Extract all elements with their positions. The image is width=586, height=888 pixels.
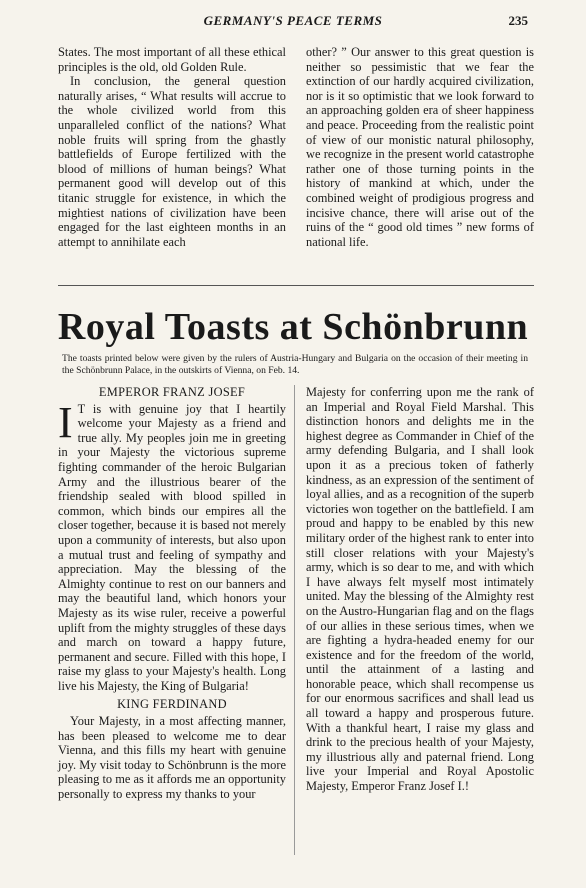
drop-cap: I [58, 397, 73, 447]
emperor-heading: EMPEROR FRANZ JOSEF [98, 385, 246, 399]
king-toast-continued: Majesty for conferring upon me the rank of an Imperial and Royal Field Marshal. This distinction honors and delights me in the highest degree as Commander in Chief of the army defending Bulgaria, and I shall look upon it as a precious token of fatherly kindness, as an expression of the sentiment of loyal allies, and as a recognition of the superb victories won together on the battlefield. I am proud and happy to be enabled by this new military order of the highest rank to enter into still closer relations with your Majesty's army, which is so dear to me, and with which I have always felt myself most intimately united. May the blessing of the Almighty rest on the Austro-Hungarian flag and on the flags of our allies in these serious times, when we are fighting a hydra-headed enemy for our existence and for the freedom of the world, until the attainment of a lasting and honorable peace, which shall recompense us for our enormous sacrifices and shall lead us all toward a happy and prosperous future. With a thankful heart, I raise my glass and drink to the precious health of your Majesty, my illustrious ally and paternal friend. Long live your Imperial and Royal Apostolic Majesty, Emperor Franz Josef I.! [306, 385, 534, 794]
column-divider [294, 385, 295, 855]
king-toast-start: Your Majesty, in a most affecting manner, has been pleased to welcome me to dear Vienna, and this fills my heart with genuine joy. My visit today to Schönbrunn is the more pleasing to me as it affords me an opportunity personally to express my thanks to your [58, 714, 286, 802]
article-subtitle: The toasts printed below were given by the rulers of Austria-Hungary and Bulgaria on the occasion of their meeting in the Schönbrunn Palace, in the outskirts of Vienna, on Feb. 14. [62, 353, 528, 376]
top-left-column [58, 45, 286, 249]
bottom-right-column [306, 385, 534, 802]
section-divider [58, 285, 534, 286]
paragraph: In conclusion, the general question naturally arises, “ What results will accrue to the whole civilized world from this unparalleled conflict of the nations? What noble fruits will spring from the ghastly battlefields of Europe fertilized with the blood of millions of human beings? What permanent good will develop out of this titanic struggle for existence, in which the mightiest nations of civilization have been engaged for the last eighteen months in an attempt to annihilate each [58, 74, 286, 249]
emperor-toast-text: T is with genuine joy that I heartily welcome your Majesty as a friend and true ally. My peoples join me in greeting in your Majesty the victorious supreme fighting commander of the heroic Bulgarian Army and the illustrious bearer of the friendship sealed with blood spilled in common, which binds our empires all the closer together, because it is based not merely upon a community of interests, but also upon a mutual trust and feeling of sympathy and appreciation. May the blessing of the Almighty continue to rest on our banners and may the beautiful land, which honors your Majesty as its wise ruler, receive a powerful uplift from the mighty struggles of these days and march on toward a happy future, permanent and secure. Filled with this hope, I raise my glass to your Majesty's health. Long live his Majesty, the King of Bulgaria! [58, 401, 286, 693]
top-right-column [306, 45, 534, 249]
article-body [58, 385, 534, 802]
emperor-toast [58, 397, 286, 694]
continued-article [58, 45, 534, 249]
running-head: GERMANY'S PEACE TERMS [203, 13, 383, 28]
page-header [58, 13, 528, 33]
page-number: 235 [508, 13, 528, 28]
king-heading: KING FERDINAND [117, 697, 227, 712]
paragraph: States. The most important of all these ethical principles is the old, old Golden Rule. [58, 45, 286, 74]
paragraph: other? ” Our answer to this great question is neither so pessimistic that we fear the extinction of our hardly acquired civilization, nor is it so optimistic that we look forward to an approaching golden era of sheer happiness and peace. Proceeding from the realistic point of view of our monistic natural philosophy, we recognize in the present world catastrophe rather one of those turning points in the history of mankind at which, under the combined weight of prodigious progress and incisive chance, there will arise out of the ruins of the “ good old times ” new forms of national life. [306, 45, 534, 249]
bottom-left-column [58, 385, 286, 802]
article-title: Royal Toasts at Schönbrunn [57, 306, 529, 348]
